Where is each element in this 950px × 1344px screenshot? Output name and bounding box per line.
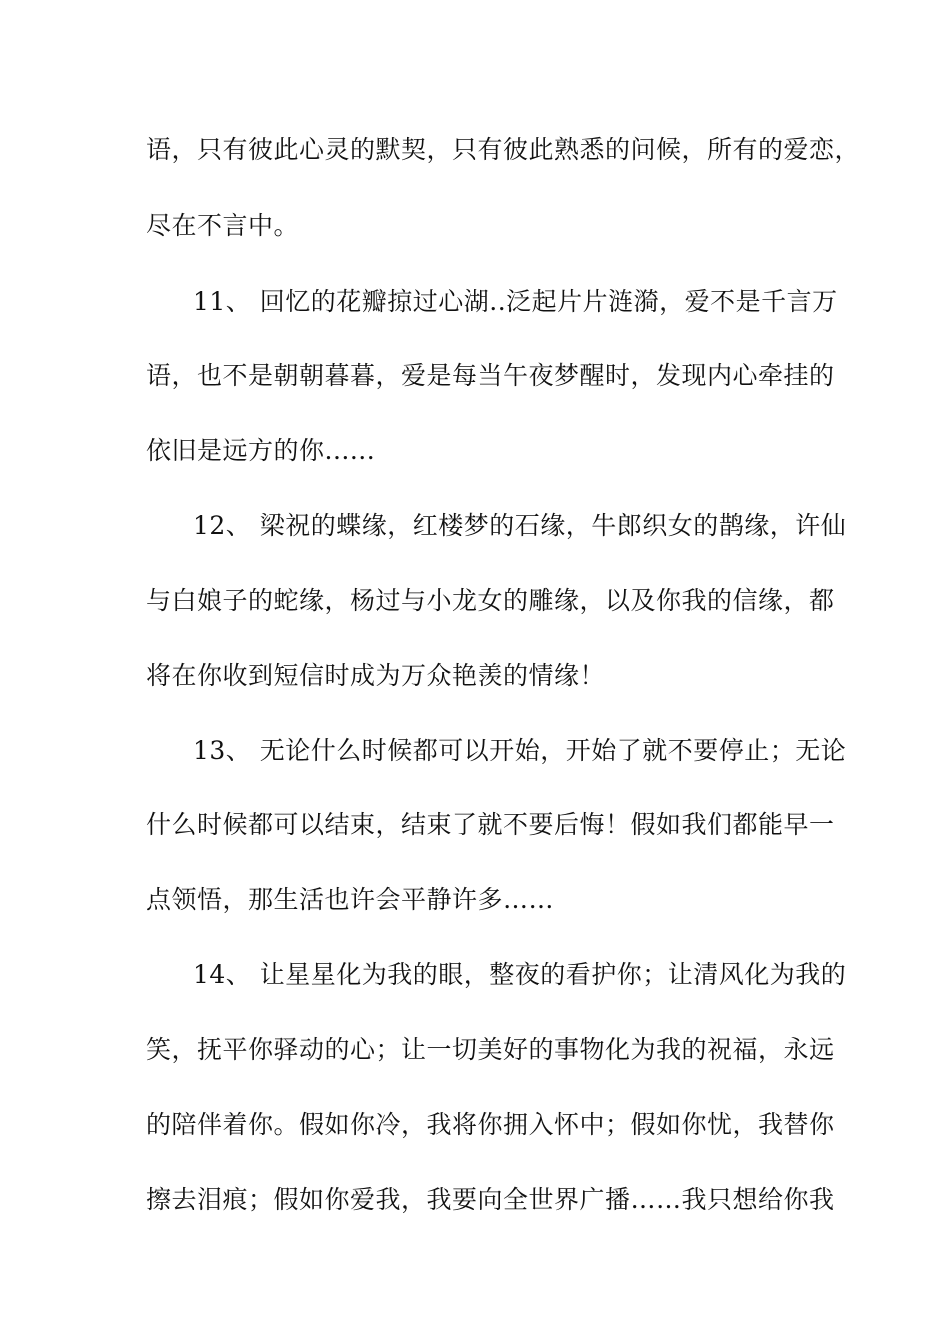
text-line: 将在你收到短信时成为万众艳羡的情缘！ [146,661,606,690]
text-line: 的陪伴着你。假如你冷，我将你拥入怀中；假如你忧，我替你 [146,1110,835,1139]
paragraph-12-first-line: 12、 梁祝的蝶缘，红楼梦的石缘，牛郎织女的鹊缘，许仙 [193,511,847,540]
text-line: 什么时候都可以结束，结束了就不要后悔！假如我们都能早一 [146,810,835,839]
paragraph-14-first-line: 14、 让星星化为我的眼，整夜的看护你；让清风化为我的 [193,960,847,989]
paragraph-13-first-line: 13、 无论什么时候都可以开始，开始了就不要停止；无论 [193,736,847,765]
text-line: 语，只有彼此心灵的默契，只有彼此熟悉的问候，所有的爱恋， [146,135,861,164]
text-line: 依旧是远方的你...... [146,436,376,465]
paragraph-11-first-line: 11、 回忆的花瓣掠过心湖..泛起片片涟漪，爱不是千言万 [193,287,838,316]
text-line: 与白娘子的蛇缘，杨过与小龙女的雕缘，以及你我的信缘，都 [146,586,835,615]
text-line: 尽在不言中。 [146,211,300,240]
text-line: 点领悟，那生活也许会平静许多…… [146,885,555,914]
text-line: 语，也不是朝朝暮暮，爱是每当午夜梦醒时，发现内心牵挂的 [146,361,835,390]
text-line: 擦去泪痕；假如你爱我，我要向全世界广播……我只想给你我 [146,1185,835,1214]
text-line: 笑，抚平你驿动的心；让一切美好的事物化为我的祝福，永远 [146,1035,835,1064]
